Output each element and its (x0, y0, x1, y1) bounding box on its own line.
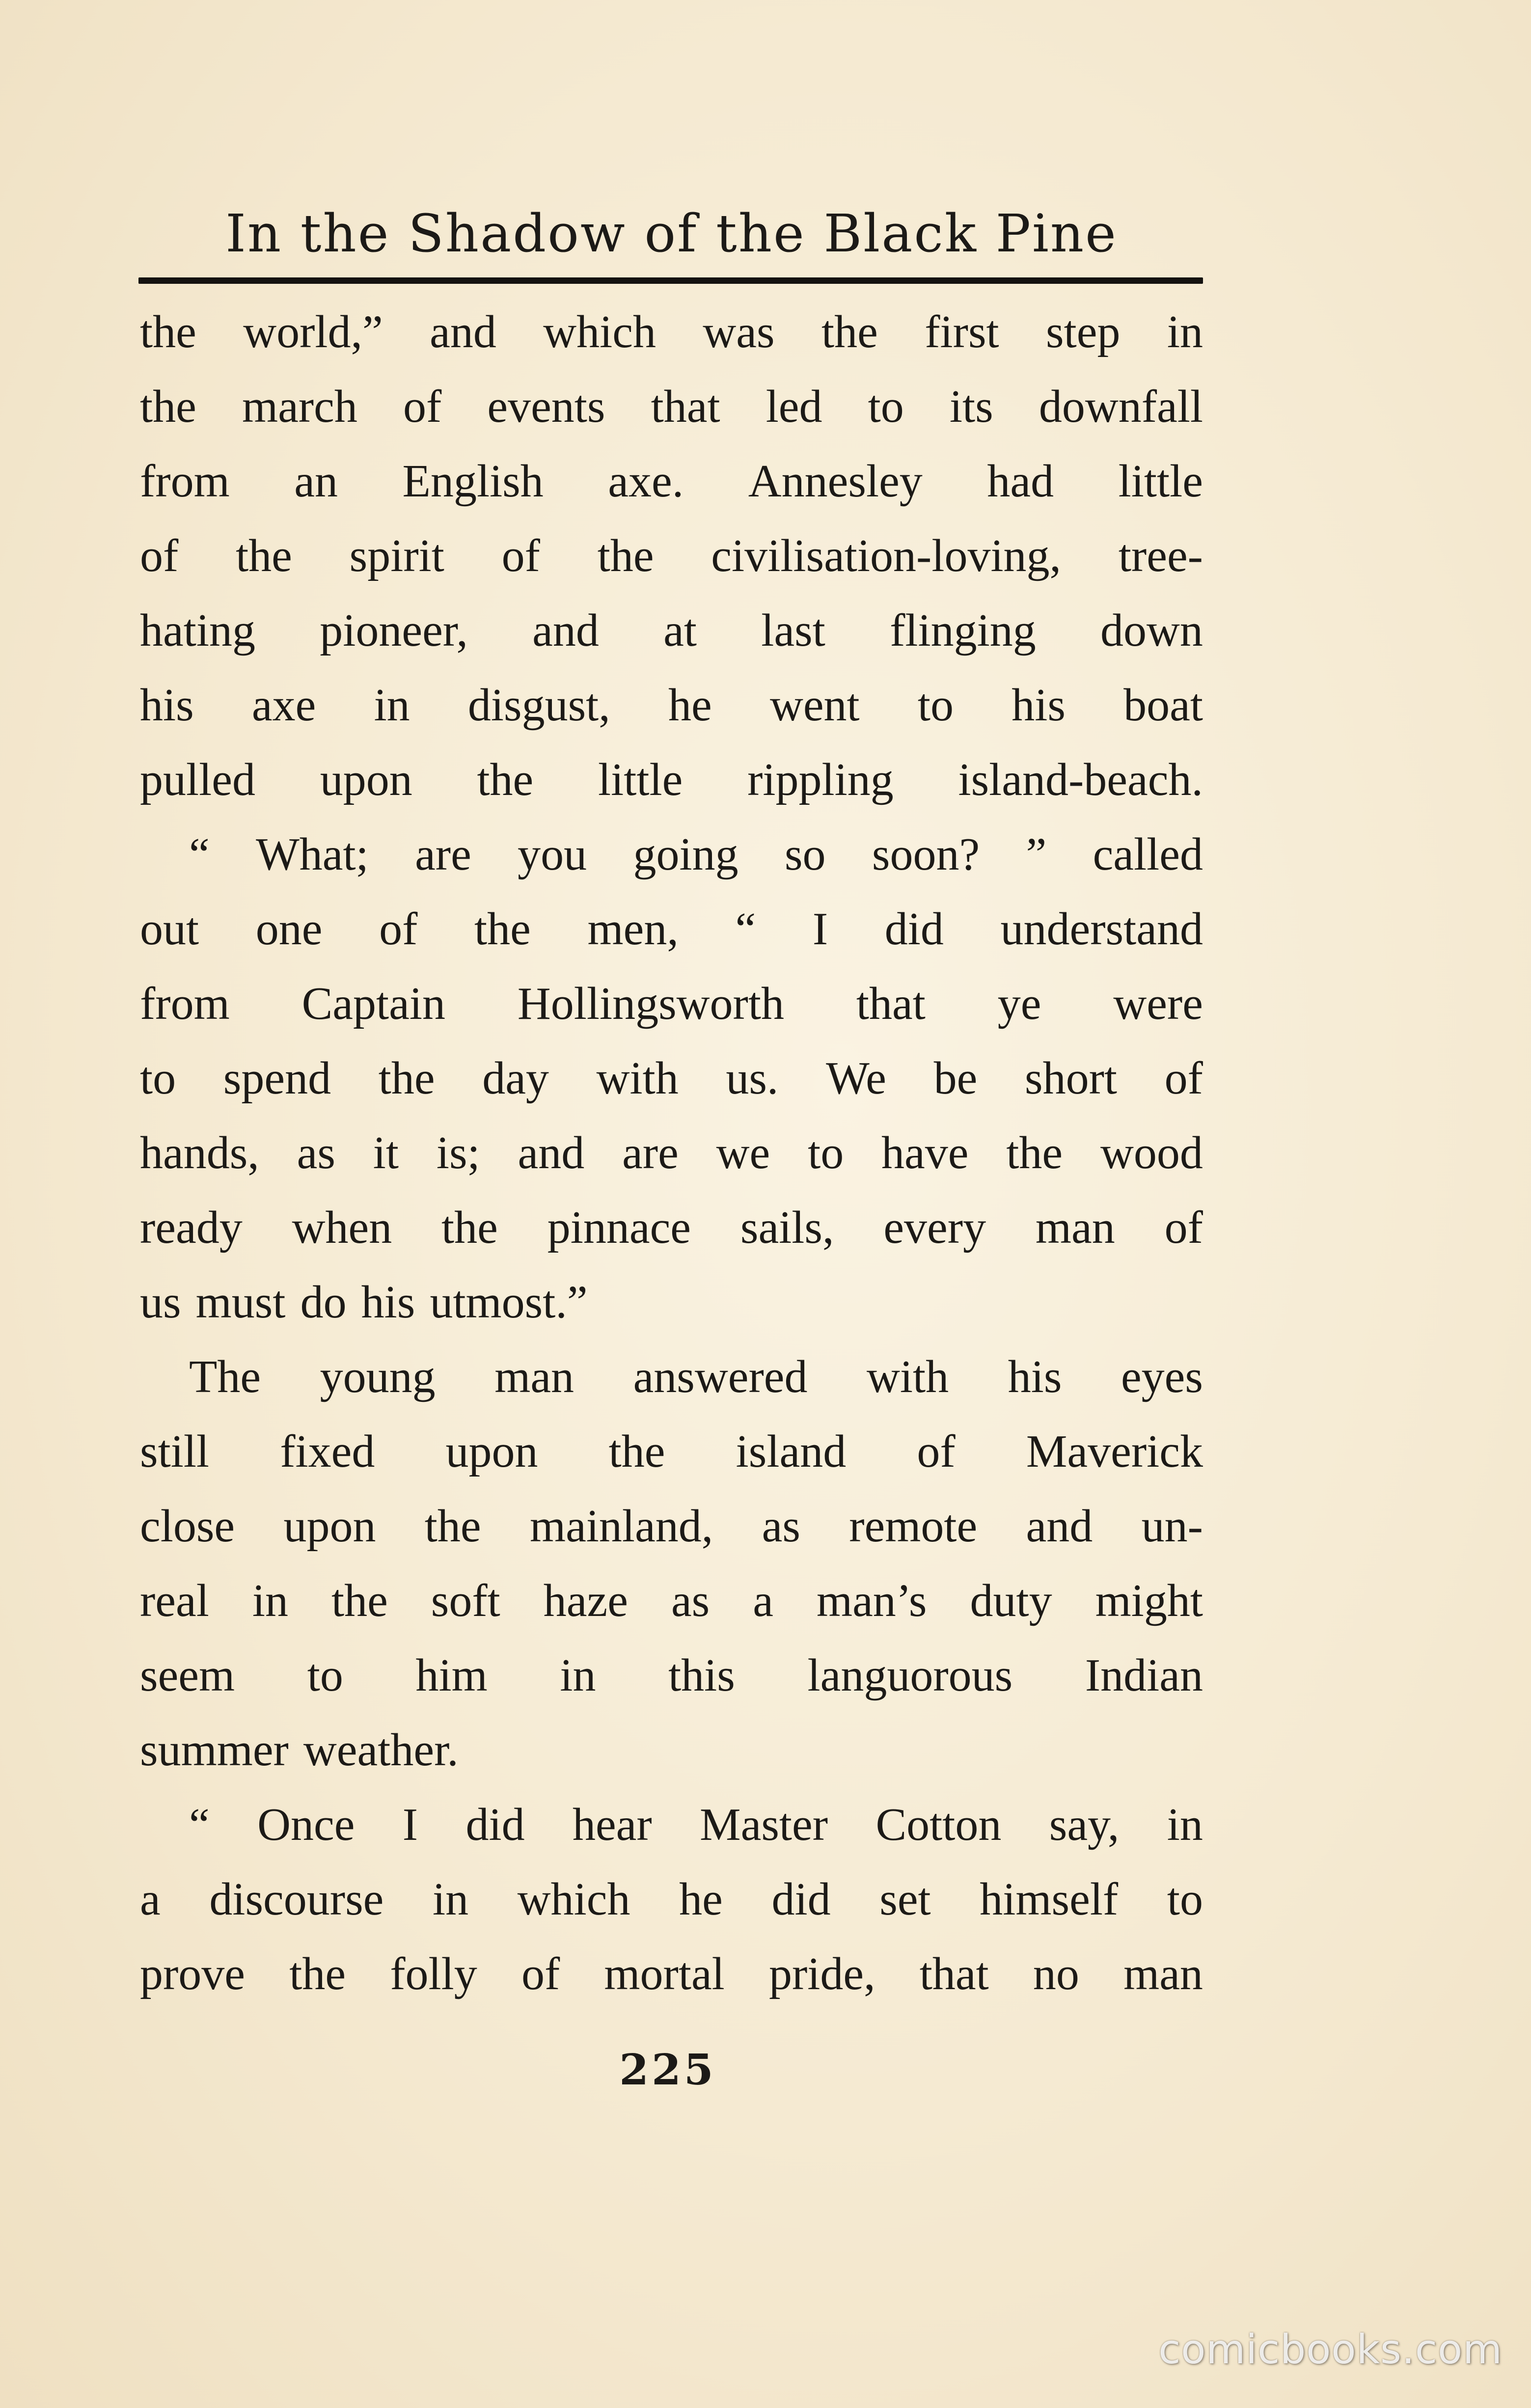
word: so (784, 829, 826, 880)
word: little (598, 754, 683, 805)
word: we (716, 1127, 770, 1178)
word: seem (140, 1650, 235, 1701)
word: to (140, 1053, 176, 1104)
text-line (140, 369, 1203, 444)
word: an (294, 456, 338, 507)
word: in (1167, 306, 1203, 357)
word: and (430, 306, 496, 357)
text-line (140, 444, 1203, 519)
word: island (736, 1426, 847, 1477)
word: of (917, 1426, 956, 1477)
watermark: comicbooks.com (1158, 2326, 1503, 2373)
text-line (140, 295, 1203, 369)
word: is; (436, 1127, 480, 1178)
page-number: 225 (619, 2045, 716, 2095)
word: a (753, 1575, 773, 1626)
word: the (140, 381, 196, 432)
text-line (140, 1713, 1203, 1787)
word: set (879, 1874, 931, 1925)
word: the (441, 1202, 498, 1253)
word: “ (189, 1799, 210, 1850)
word: to (917, 680, 954, 731)
word: languorous (807, 1650, 1013, 1701)
word: led (766, 381, 822, 432)
word: his (361, 1277, 415, 1328)
text-line (140, 1116, 1203, 1190)
word: one (255, 903, 323, 955)
word: of (379, 903, 418, 955)
word: prove (140, 1948, 246, 1999)
word: in (252, 1575, 288, 1626)
word: little (1118, 456, 1203, 507)
word: going (633, 829, 738, 880)
word: still (140, 1426, 210, 1477)
word: called (1093, 829, 1203, 880)
word: remote (849, 1501, 978, 1552)
word: did (884, 903, 944, 955)
text-line (140, 1041, 1203, 1116)
word: spend (223, 1053, 331, 1104)
word: flinging (890, 605, 1036, 656)
word: to (1167, 1874, 1203, 1925)
word: are (415, 829, 471, 880)
word: his (140, 680, 194, 731)
word: axe (251, 680, 316, 731)
word: mortal (604, 1948, 725, 1999)
word: Annesley (748, 456, 923, 507)
word: mainland, (529, 1501, 713, 1552)
text-line (140, 1638, 1203, 1713)
word: when (292, 1202, 392, 1253)
word: first (925, 306, 999, 357)
word: upon (445, 1426, 538, 1477)
word: Captain (301, 978, 445, 1029)
word: haze (543, 1575, 628, 1626)
word: to (808, 1127, 844, 1178)
word: of (501, 530, 540, 581)
word: this (668, 1650, 735, 1701)
word: say, (1049, 1799, 1120, 1850)
word: men, (587, 903, 679, 955)
word: the (597, 530, 654, 581)
word: summer (140, 1724, 289, 1776)
word: Master (700, 1799, 828, 1850)
word: as (671, 1575, 710, 1626)
word: of (140, 530, 179, 581)
word: the (331, 1575, 388, 1626)
word: wood (1100, 1127, 1203, 1178)
word: day (482, 1053, 549, 1104)
word: that (856, 978, 926, 1029)
text-line (140, 1489, 1203, 1563)
word: its (949, 381, 993, 432)
word: Cotton (875, 1799, 1002, 1850)
running-head: In the Shadow of the Black Pine (225, 203, 1118, 264)
word: and (532, 605, 599, 656)
word: island-beach. (958, 754, 1203, 805)
word: with (867, 1351, 949, 1402)
word: the (140, 306, 196, 357)
word: he (679, 1874, 723, 1925)
word: no (1033, 1948, 1079, 1999)
word: The (189, 1351, 261, 1402)
word: were (1113, 978, 1203, 1029)
word: that (919, 1948, 989, 1999)
word: you (518, 829, 587, 880)
word: world,” (243, 306, 383, 357)
word: sails, (740, 1202, 834, 1253)
word: ready (140, 1202, 243, 1253)
word: civilisation-loving, (711, 530, 1062, 581)
word: the (608, 1426, 665, 1477)
word: down (1100, 605, 1203, 656)
word: every (883, 1202, 986, 1253)
word: “ (735, 903, 756, 955)
word: man’s (816, 1575, 927, 1626)
word: soft (431, 1575, 500, 1626)
word: We (826, 1053, 886, 1104)
text-line (140, 593, 1203, 668)
word: that (651, 381, 720, 432)
word: the (1006, 1127, 1063, 1178)
text-line (140, 817, 1203, 892)
word: the (821, 306, 878, 357)
word: man (1123, 1948, 1203, 1999)
word: and (1026, 1501, 1093, 1552)
word: the (378, 1053, 435, 1104)
text-line (140, 519, 1203, 593)
word: must (195, 1277, 286, 1328)
word: un- (1141, 1501, 1203, 1552)
word: boat (1123, 680, 1203, 731)
word: step (1046, 306, 1121, 357)
word: the (474, 903, 531, 955)
word: weather. (303, 1724, 459, 1776)
word: march (242, 381, 357, 432)
word: have (881, 1127, 969, 1178)
word: might (1095, 1575, 1203, 1626)
text-line (140, 1937, 1203, 2011)
word: ” (1026, 829, 1047, 880)
word: a (140, 1874, 161, 1925)
word: man (494, 1351, 574, 1402)
word: rippling (747, 754, 894, 805)
word: from (140, 978, 230, 1029)
word: and (518, 1127, 585, 1178)
word: are (622, 1127, 679, 1178)
word: out (140, 903, 199, 955)
word: soon? (872, 829, 980, 880)
word: upon (283, 1501, 376, 1552)
word: Once (257, 1799, 355, 1850)
word: from (140, 456, 230, 507)
word: the (289, 1948, 346, 1999)
word: in (1167, 1799, 1203, 1850)
text-line (140, 1340, 1203, 1414)
word: close (140, 1501, 235, 1552)
word: him (415, 1650, 488, 1701)
word: What; (256, 829, 369, 880)
word: of (521, 1948, 560, 1999)
word: which (517, 1874, 630, 1925)
word: be (933, 1053, 978, 1104)
word: of (1164, 1053, 1203, 1104)
word: disgust, (467, 680, 610, 731)
word: pinnace (547, 1202, 691, 1253)
word: the (424, 1501, 481, 1552)
word: himself (980, 1874, 1119, 1925)
text-line (140, 892, 1203, 966)
word: of (403, 381, 442, 432)
word: in (560, 1650, 596, 1701)
text-line (140, 742, 1203, 817)
word: pioneer, (320, 605, 468, 656)
word: events (487, 381, 605, 432)
word: his (1012, 680, 1066, 731)
word: went (769, 680, 860, 731)
word: in (374, 680, 410, 731)
word: had (987, 456, 1054, 507)
word: young (320, 1351, 436, 1402)
body-text (140, 295, 1203, 2011)
word: us (140, 1277, 181, 1328)
word: his (1008, 1351, 1062, 1402)
word: with (596, 1053, 679, 1104)
word: pride, (768, 1948, 875, 1999)
word: short (1025, 1053, 1118, 1104)
word: in (433, 1874, 469, 1925)
text-line (140, 1265, 1203, 1340)
word: downfall (1039, 381, 1203, 432)
word: upon (320, 754, 412, 805)
word: fixed (280, 1426, 375, 1477)
word: utmost.” (430, 1277, 588, 1328)
text-line (140, 1862, 1203, 1937)
word: Indian (1085, 1650, 1203, 1701)
word: which (543, 306, 656, 357)
word: as (762, 1501, 800, 1552)
word: to (868, 381, 904, 432)
word: Hollingsworth (517, 978, 784, 1029)
word: at (663, 605, 697, 656)
word: of (1164, 1202, 1203, 1253)
word: axe. (608, 456, 684, 507)
word: Maverick (1026, 1426, 1203, 1477)
header-rule (138, 277, 1203, 284)
word: understand (1000, 903, 1203, 955)
word: did (771, 1874, 831, 1925)
word: I (402, 1799, 418, 1850)
word: “ (189, 829, 210, 880)
word: it (373, 1127, 399, 1178)
word: hear (572, 1799, 652, 1850)
word: spirit (349, 530, 444, 581)
word: tree- (1118, 530, 1203, 581)
word: us. (726, 1053, 779, 1104)
word: folly (390, 1948, 477, 1999)
word: I (812, 903, 828, 955)
word: hands, (140, 1127, 259, 1178)
word: pulled (140, 754, 255, 805)
word: the (477, 754, 534, 805)
word: last (761, 605, 825, 656)
word: ye (997, 978, 1041, 1029)
word: English (402, 456, 544, 507)
word: to (307, 1650, 343, 1701)
word: answered (633, 1351, 808, 1402)
word: eyes (1121, 1351, 1203, 1402)
text-line (140, 668, 1203, 742)
word: did (465, 1799, 525, 1850)
text-line (140, 1563, 1203, 1638)
word: real (140, 1575, 209, 1626)
word: as (297, 1127, 335, 1178)
word: man (1035, 1202, 1115, 1253)
word: the (236, 530, 292, 581)
word: he (668, 680, 712, 731)
word: duty (970, 1575, 1052, 1626)
text-line (140, 1787, 1203, 1862)
word: was (703, 306, 775, 357)
text-line (140, 1414, 1203, 1489)
text-line (140, 966, 1203, 1041)
word: do (300, 1277, 347, 1328)
text-line (140, 1190, 1203, 1265)
word: hating (140, 605, 255, 656)
word: discourse (209, 1874, 384, 1925)
